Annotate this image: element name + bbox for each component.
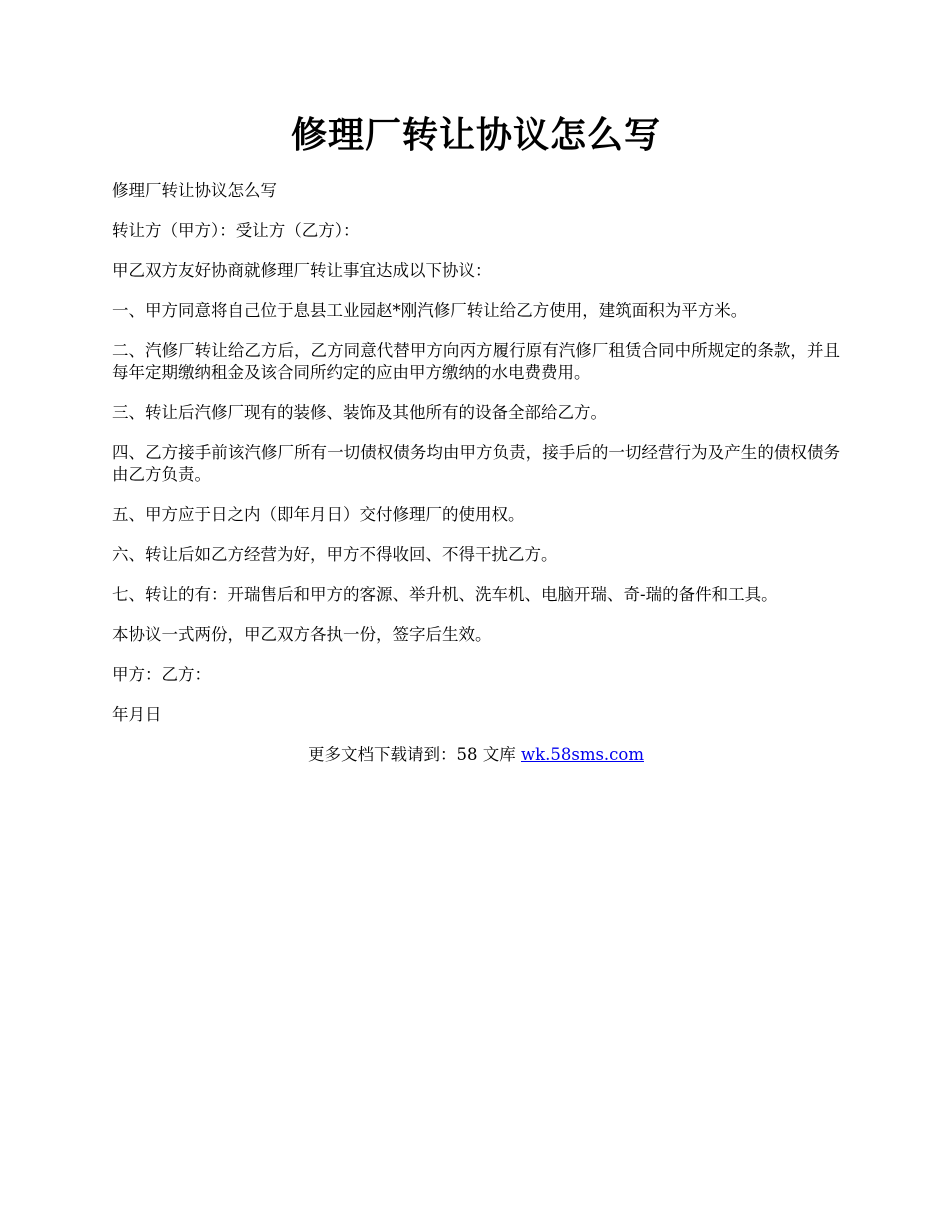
document-title: 修理厂转让协议怎么写 [290, 114, 661, 156]
paragraph-preamble: 甲乙双方友好协商就修理厂转让事宜达成以下协议： [112, 261, 492, 280]
clause-6: 六、转让后如乙方经营为好，甲方不得收回、不得干扰乙方。 [112, 545, 558, 564]
document-body [112, 180, 840, 766]
clause-2: 二、汽修厂转让给乙方后，乙方同意代替甲方向丙方履行原有汽修厂租赁合同中所规定的条款，并且每年定期缴纳租金及该合同所约定的应由甲方缴纳的水电费费用。 [112, 341, 840, 382]
clause-4: 四、乙方接手前该汽修厂所有一切债权债务均由甲方负责，接手后的一切经营行为及产生的债权债务由乙方负责。 [112, 443, 840, 484]
clause-1: 一、甲方同意将自己位于息县工业园赵*刚汽修厂转让给乙方使用，建筑面积为平方米。 [112, 301, 748, 320]
paragraph-parties: 转让方（甲方）：受让方（乙方）： [112, 221, 360, 240]
paragraph-subtitle: 修理厂转让协议怎么写 [112, 181, 277, 200]
date-line: 年月日 [112, 705, 162, 724]
clause-7: 七、转让的有：开瑞售后和甲方的客源、举升机、洗车机、电脑开瑞、奇-瑞的备件和工具。 [112, 585, 778, 604]
footer-link[interactable]: wk.58sms.com [520, 745, 644, 764]
clause-5: 五、甲方应于日之内（即年月日）交付修理厂的使用权。 [112, 505, 525, 524]
download-footer [112, 744, 840, 766]
paragraph-copies: 本协议一式两份，甲乙双方各执一份，签字后生效。 [112, 625, 492, 644]
signature-line: 甲方：乙方： [112, 665, 211, 684]
clause-3: 三、转让后汽修厂现有的装修、装饰及其他所有的设备全部给乙方。 [112, 403, 607, 422]
footer-text: 更多文档下载请到：58 文库 [307, 745, 521, 764]
